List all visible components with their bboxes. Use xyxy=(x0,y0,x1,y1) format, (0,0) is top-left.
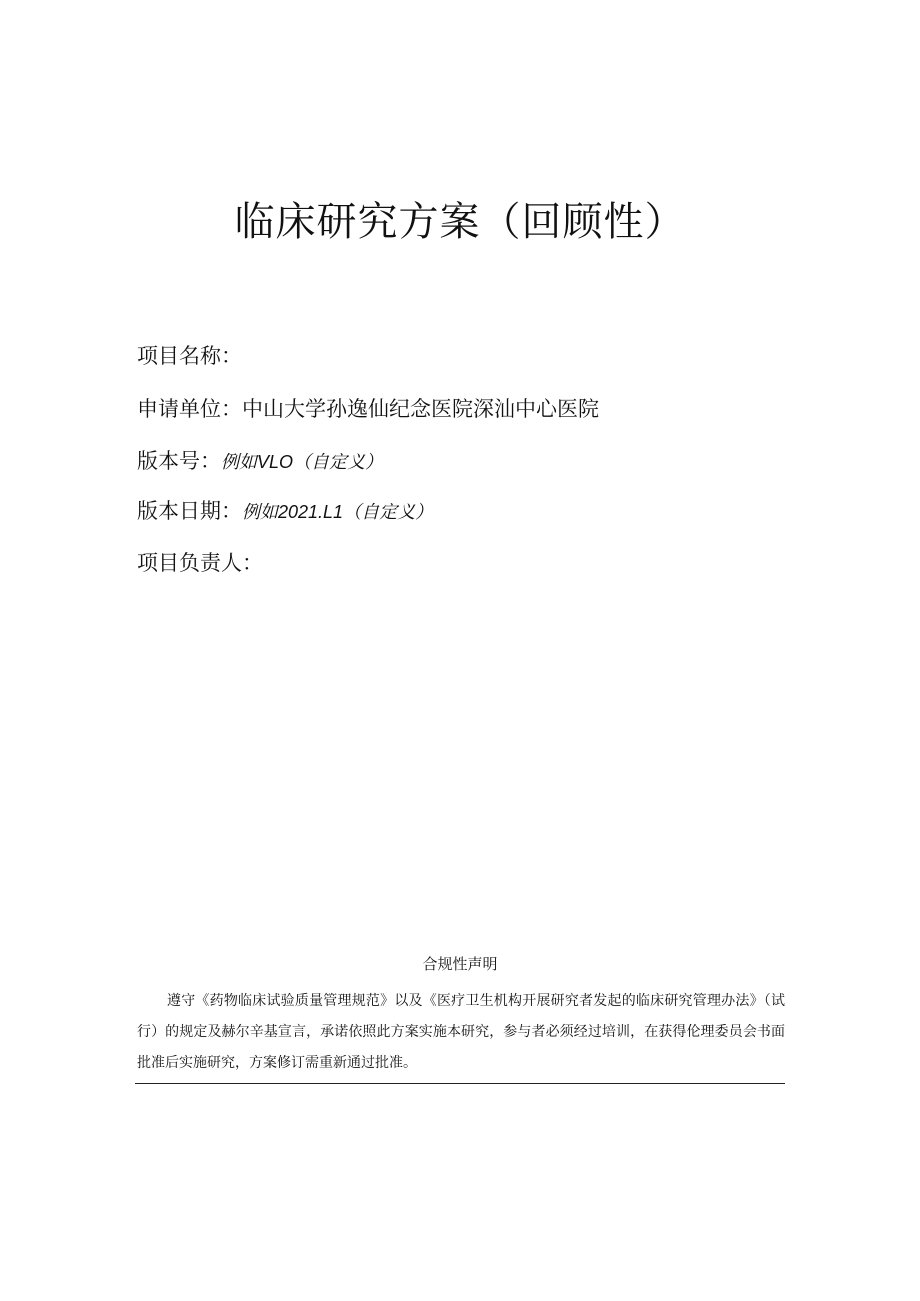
field-version-number xyxy=(137,447,383,476)
field-project-lead xyxy=(137,549,263,577)
field-value: 例如2021.L1（自定义） xyxy=(242,502,434,522)
field-label: 版本号： xyxy=(137,449,221,473)
field-applicant-unit xyxy=(137,395,599,423)
declaration-body: 遵守《药物临床试验质量管理规范》以及《医疗卫生机构开展研究者发起的临床研究管理办法》（试行）的规定及赫尔辛基宣言，承诺依照此方案实施本研究，参与者必须经过培训，在获得伦理委员会书面批准后实施研究，方案修订需重新通过批准。 xyxy=(137,993,785,1071)
declaration-title: 合规性声明 xyxy=(422,955,498,973)
declaration-underline xyxy=(135,1083,785,1084)
field-version-date xyxy=(137,497,433,526)
field-project-name xyxy=(137,342,242,370)
field-label: 申请单位： xyxy=(137,397,242,421)
field-label: 项目名称： xyxy=(137,344,242,368)
page-title: 临床研究方案（回顾性） xyxy=(234,199,686,245)
field-value: 中山大学孙逸仙纪念医院深汕中心医院 xyxy=(242,397,599,421)
field-label: 项目负责人： xyxy=(137,551,263,575)
field-label: 版本日期： xyxy=(137,499,242,523)
field-value: 例如VLO（自定义） xyxy=(221,452,384,472)
